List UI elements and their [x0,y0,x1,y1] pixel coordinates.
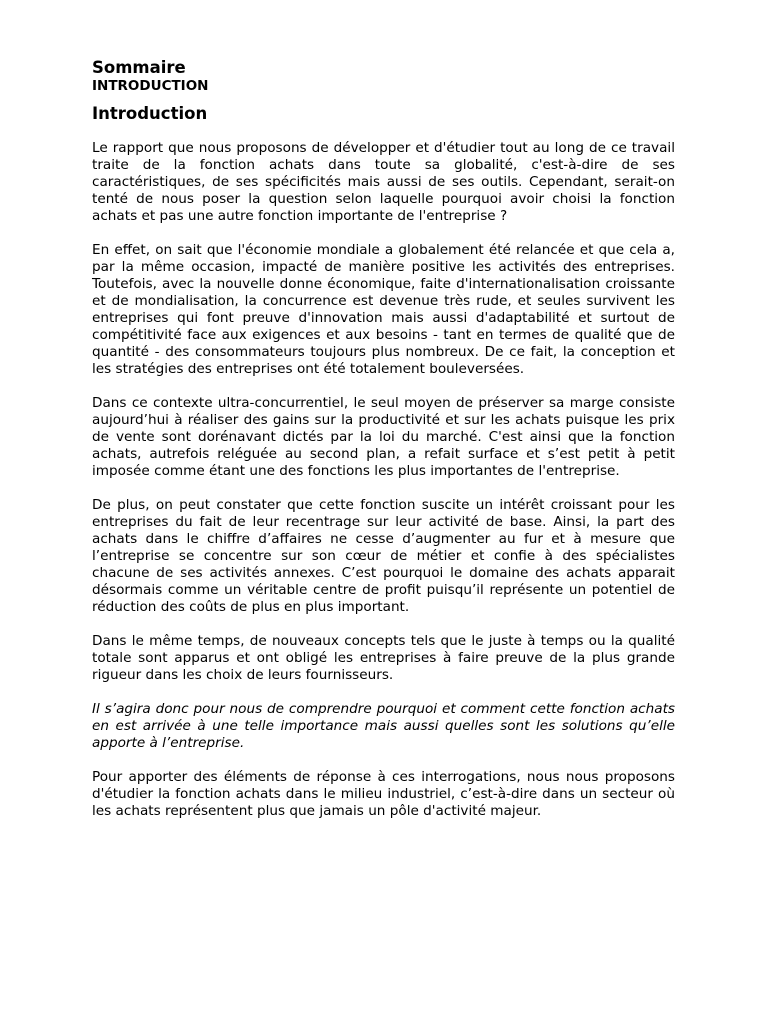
paragraph-6-italic: Il s’agira donc pour nous de comprendre pourquoi et comment cette fonction achats en est arrivée à une telle importance mais aussi quelles sont les solutions qu’elle apporte à l’entreprise. [92,701,675,751]
paragraph-1: Le rapport que nous proposons de développer et d'étudier tout au long de ce travail traite de la fonction achats dans toute sa globalité, c'est-à-dire de ses caractéristiques, de ses spécificités mais aussi de ses outils. Cependant, serait-on tenté de nous poser la question selon laquelle pourquoi avoir choisi la fonction achats et pas une autre fonction importante de l'entreprise ? [92,140,675,224]
paragraph-3: Dans ce contexte ultra-concurrentiel, le seul moyen de préserver sa marge consiste aujourd’hui à réaliser des gains sur la productivité et sur les achats puisque les prix de vente sont dorénavant dictés par la loi du marché. C'est ainsi que la fonction achats, autrefois reléguée au second plan, a refait surface et s’est petit à petit imposée comme étant une des fonctions les plus importantes de l'entreprise. [92,395,675,479]
paragraph-4: De plus, on peut constater que cette fonction suscite un intérêt croissant pour les entreprises du fait de leur recentrage sur leur activité de base. Ainsi, la part des achats dans le chiffre d’affaires ne cesse d’augmenter au fur et à mesure que l’entreprise se concentre sur son cœur de métier et confie à des spécialistes chacune de ses activités annexes. C’est pourquoi le domaine des achats apparait désormais comme un véritable centre de profit puisqu’il représente un potentiel de réduction des coûts de plus en plus important. [92,497,675,615]
document-page [92,58,675,820]
section-heading: Introduction [92,104,208,123]
paragraph-5: Dans le même temps, de nouveaux concepts tels que le juste à temps ou la qualité totale sont apparus et ont obligé les entreprises à faire preuve de la plus grande rigueur dans les choix de leurs fournisseurs. [92,633,675,683]
paragraph-7: Pour apporter des éléments de réponse à ces interrogations, nous nous proposons d'étudier la fonction achats dans le milieu industriel, c’est-à-dire dans un secteur où les achats représentent plus que jamais un pôle d'activité majeur. [92,769,675,819]
paragraph-2: En effet, on sait que l'économie mondiale a globalement été relancée et que cela a, par la même occasion, impacté de manière positive les activités des entreprises. Toutefois, avec la nouvelle donne économique, faite d'internationalisation croissante et de mondialisation, la concurrence est devenue très rude, et seules survivent les entreprises qui font preuve d'innovation mais aussi d'adaptabilité et surtout de compétitivité face aux exigences et aux besoins - tant en termes de qualité que de quantité - des consommateurs toujours plus nombreux. De ce fait, la conception et les stratégies des entreprises ont été totalement bouleversées. [92,242,675,377]
toc-entry-introduction[interactable]: INTRODUCTION [92,78,209,94]
toc-title: Sommaire [92,58,186,77]
